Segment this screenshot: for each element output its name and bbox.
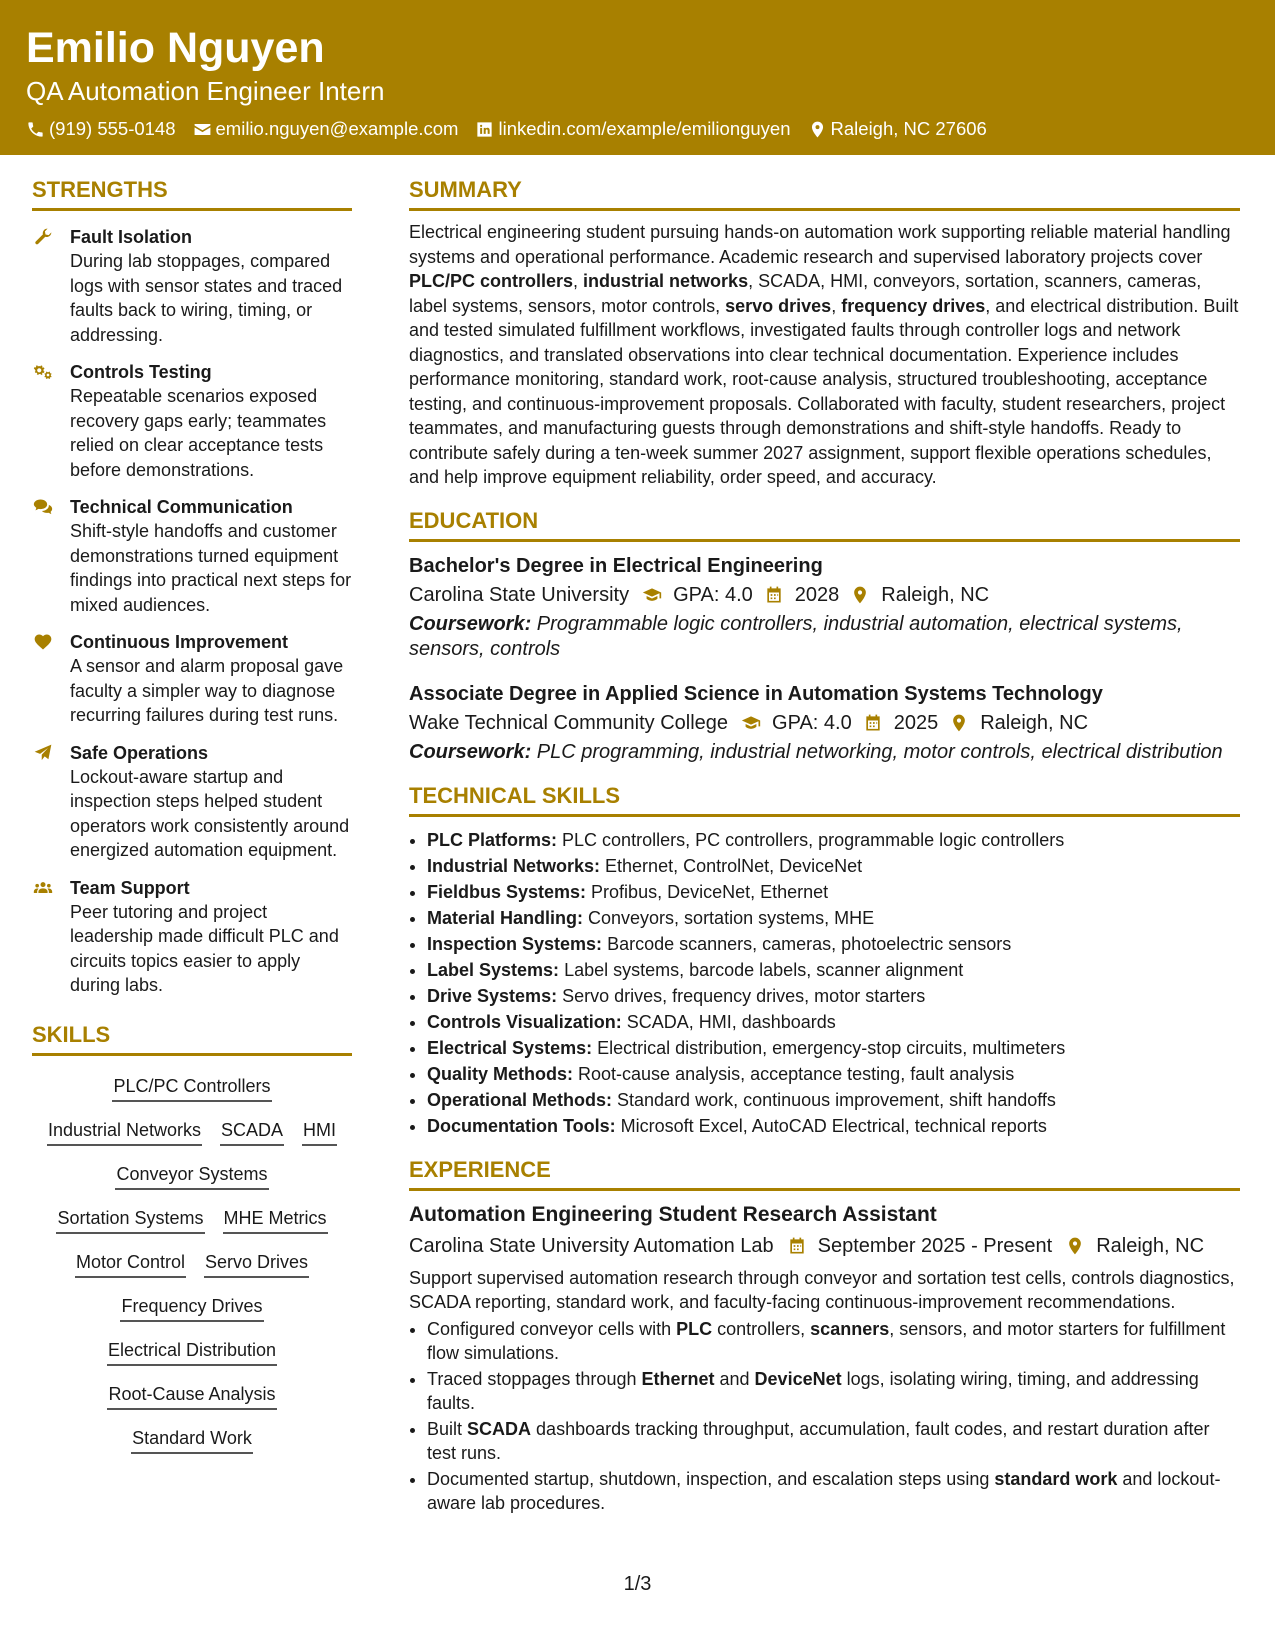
skill-tag: Conveyor Systems <box>115 1162 268 1190</box>
skill-values: Conveyors, sortation systems, MHE <box>583 907 875 928</box>
school-name: Carolina State University <box>409 583 630 606</box>
right-column <box>409 175 1240 1517</box>
skill-values: PLC controllers, PC controllers, programmable logic controllers <box>557 829 1065 850</box>
skill-tag: Electrical Distribution <box>107 1338 277 1366</box>
skills-cloud <box>32 1056 352 1460</box>
technical-skill-item <box>427 983 1240 1009</box>
strength-title: Team Support <box>70 877 190 898</box>
job-bullet: • Documented startup, shutdown, inspection, and escalation steps using standard work and lockout-aware lab procedures. <box>427 1467 1240 1516</box>
education-meta <box>409 708 1240 738</box>
skill-category: Operational Methods: <box>427 1089 613 1110</box>
calendar-icon <box>763 585 785 605</box>
technical-skill-item <box>427 957 1240 983</box>
skill-tag: PLC/PC Controllers <box>112 1074 271 1102</box>
job-bullets <box>409 1317 1240 1516</box>
skill-category: Inspection Systems: <box>427 933 603 954</box>
education-heading: EDUCATION <box>409 506 1240 542</box>
strength-desc: During lab stoppages, compared logs with sensor states and traced faults back to wiring, timing, or addressing. <box>70 251 343 345</box>
job-bullet: • Built SCADA dashboards tracking throughput, accumulation, fault codes, and restart duration after test runs. <box>427 1417 1240 1466</box>
skills-row <box>32 1152 352 1196</box>
technical-skill-item <box>427 931 1240 957</box>
phone-item <box>26 116 176 142</box>
gears-icon <box>32 362 54 382</box>
gpa-text: GPA: 4.0 <box>673 583 753 606</box>
skill-values: Microsoft Excel, AutoCAD Electrical, technical reports <box>615 1115 1047 1136</box>
technical-skill-item <box>427 1035 1240 1061</box>
skill-category: Label Systems: <box>427 959 560 980</box>
skill-tag: Root-Cause Analysis <box>107 1382 276 1410</box>
technical-skill-item <box>427 827 1240 853</box>
skill-tag: MHE Metrics <box>223 1206 328 1234</box>
skill-values: SCADA, HMI, dashboards <box>621 1011 836 1032</box>
contact-bar <box>26 116 1004 142</box>
job-meta <box>409 1230 1240 1262</box>
school-location: Raleigh, NC <box>881 583 990 606</box>
skill-tag: Motor Control <box>75 1250 186 1278</box>
strength-title: Technical Communication <box>70 497 293 517</box>
skill-values: Root-cause analysis, acceptance testing, fault analysis <box>573 1063 1015 1084</box>
strengths-heading: STRENGTHS <box>32 175 352 211</box>
skill-values: Ethernet, ControlNet, DeviceNet <box>600 855 863 876</box>
calendar-icon <box>862 713 884 733</box>
school-location: Raleigh, NC <box>980 711 1089 734</box>
technical-skill-item <box>427 905 1240 931</box>
envelope-icon <box>193 120 212 139</box>
location-item <box>808 116 987 142</box>
strength-desc: Lockout-aware startup and inspection steps helped student operators work consistently around energized automation equipment. <box>70 766 350 860</box>
coursework-text: Programmable logic controllers, industrial automation, electrical systems, sensors, controls <box>409 612 1183 660</box>
skill-category: Controls Visualization: <box>427 1011 622 1032</box>
skill-tag: SCADA <box>220 1118 284 1146</box>
phone-icon <box>26 120 45 139</box>
skills-row <box>32 1240 352 1284</box>
phone-text: (919) 555-0148 <box>49 118 176 139</box>
skill-category: Quality Methods: <box>427 1063 574 1084</box>
job-location: Raleigh, NC <box>1096 1234 1205 1257</box>
job-dates: September 2025 - Present <box>817 1234 1053 1257</box>
technical-skill-item <box>427 1009 1240 1035</box>
skill-values: Barcode scanners, cameras, photoelectric sensors <box>602 933 1012 954</box>
job-bullet: • Configured conveyor cells with PLC controllers, scanners, sensors, and motor starters for fulfillment flow simulations. <box>427 1317 1240 1366</box>
users-icon <box>32 878 54 898</box>
technical-skill-item <box>427 1061 1240 1087</box>
education-entry <box>409 680 1240 765</box>
skill-values: Label systems, barcode labels, scanner alignment <box>559 959 964 980</box>
technical-skill-item <box>427 879 1240 905</box>
education-entry <box>409 552 1240 662</box>
skill-category: Industrial Networks: <box>427 855 601 876</box>
strength-desc: Shift-style handoffs and customer demonstrations turned equipment findings into practical next steps for mixed audiences. <box>70 521 352 615</box>
skill-category: PLC Platforms: <box>427 829 558 850</box>
technical-skills-list <box>409 827 1240 1139</box>
skill-values: Servo drives, frequency drives, motor starters <box>557 985 926 1006</box>
strengths-list <box>32 225 352 998</box>
gpa-text: GPA: 4.0 <box>772 711 852 734</box>
skill-tag: Standard Work <box>131 1426 253 1454</box>
skill-tag: HMI <box>302 1118 337 1146</box>
strength-title: Controls Testing <box>70 362 212 382</box>
skills-row <box>32 1284 352 1328</box>
strength-item <box>32 630 352 728</box>
map-pin-icon <box>808 120 827 139</box>
job-bullet: • Traced stoppages through Ethernet and DeviceNet logs, isolating wiring, timing, and addressing faults. <box>427 1367 1240 1416</box>
skill-category: Fieldbus Systems: <box>427 881 587 902</box>
skill-tag: Industrial Networks <box>47 1118 202 1146</box>
left-column <box>32 175 352 1460</box>
paper-plane-icon <box>32 743 54 763</box>
experience-heading: EXPERIENCE <box>409 1155 1240 1191</box>
skill-tag: Frequency Drives <box>120 1294 263 1322</box>
location-text: Raleigh, NC 27606 <box>830 118 987 139</box>
coursework-label: Coursework: <box>409 612 532 635</box>
email-link[interactable]: emilio.nguyen@example.com <box>215 118 459 139</box>
job-title: Automation Engineering Student Research Assistant <box>409 1202 937 1226</box>
graduation-year: 2025 <box>893 711 939 734</box>
strength-desc: Peer tutoring and project leadership made difficult PLC and circuits topics easier to apply during labs. <box>70 901 339 995</box>
strength-item <box>32 495 352 617</box>
technical-skill-item <box>427 853 1240 879</box>
education-meta <box>409 580 1240 610</box>
technical-skills-heading: TECHNICAL SKILLS <box>409 781 1240 817</box>
linkedin-item[interactable] <box>475 116 790 142</box>
candidate-name: Emilio Nguyen <box>26 24 325 72</box>
summary-heading: SUMMARY <box>409 175 1240 211</box>
calendar-icon <box>786 1236 808 1256</box>
strength-title: Safe Operations <box>70 742 209 763</box>
strength-item <box>32 876 352 998</box>
strength-title: Continuous Improvement <box>70 632 289 652</box>
coursework <box>409 740 1240 765</box>
skills-row <box>32 1328 352 1372</box>
comments-icon <box>32 497 54 517</box>
graduation-cap-icon <box>641 585 663 605</box>
technical-skill-item <box>427 1087 1240 1113</box>
skill-category: Documentation Tools: <box>427 1115 616 1136</box>
linkedin-icon <box>475 120 494 139</box>
strength-item <box>32 360 352 482</box>
skills-row <box>32 1196 352 1240</box>
school-name: Wake Technical Community College <box>409 711 729 734</box>
skills-row <box>32 1064 352 1108</box>
heart-icon <box>32 632 54 652</box>
strength-desc: A sensor and alarm proposal gave faculty a simpler way to diagnose recurring failures during test runs. <box>70 656 344 725</box>
skill-category: Material Handling: <box>427 907 584 928</box>
summary-text: Electrical engineering student pursuing hands-on automation work supporting reliable material handling systems and operational performance. Academic research and supervised laboratory projects cover PLC/PC controllers, industrial networks, SCADA, HMI, conveyors, sortation, scanners, cameras, label systems, sensors, motor controls, servo drives, frequency drives, and electrical distribution. Built and tested simulated fulfillment workflows, investigated faults through controller logs and network diagnostics, and translated observations into clear technical documentation. Experience includes performance monitoring, standard work, root-cause analysis, structured troubleshooting, acceptance testing, and continuous-improvement proposals. Collaborated with faculty, student researchers, project teammates, and manufacturing guests through demonstrations and shift-style handoffs. Ready to contribute safely during a ten-week summer 2027 assignment, support flexible operations schedules, and help improve equipment reliability, order speed, and accuracy. <box>409 222 1239 487</box>
job-description: Support supervised automation research through conveyor and sortation test cells, controls diagnostics, SCADA reporting, standard work, and faculty-facing continuous-improvement recommendations. <box>409 1267 1235 1312</box>
strength-desc: Repeatable scenarios exposed recovery gaps early; teammates relied on clear acceptance tests before demonstrations. <box>70 386 327 480</box>
map-pin-icon <box>849 585 871 605</box>
coursework-text: PLC programming, industrial networking, motor controls, electrical distribution <box>531 740 1223 763</box>
technical-skill-item <box>427 1113 1240 1139</box>
email-item[interactable] <box>193 116 459 142</box>
map-pin-icon <box>1064 1236 1086 1256</box>
skills-heading: SKILLS <box>32 1020 352 1056</box>
graduation-cap-icon <box>740 713 762 733</box>
skill-category: Drive Systems: <box>427 985 558 1006</box>
skills-row <box>32 1108 352 1152</box>
wrench-icon <box>32 227 54 247</box>
strength-item <box>32 225 352 347</box>
skill-values: Profibus, DeviceNet, Ethernet <box>586 881 829 902</box>
coursework-label: Coursework: <box>409 740 532 763</box>
candidate-role: QA Automation Engineer Intern <box>26 76 385 106</box>
map-pin-icon <box>948 713 970 733</box>
skills-row <box>32 1416 352 1460</box>
linkedin-link[interactable]: linkedin.com/example/emilionguyen <box>498 118 791 139</box>
degree-title: Bachelor's Degree in Electrical Engineering <box>409 554 823 577</box>
page-number: 1/3 <box>623 1573 652 1595</box>
skills-row <box>32 1372 352 1416</box>
strength-title: Fault Isolation <box>70 227 193 247</box>
skill-tag: Servo Drives <box>204 1250 309 1278</box>
graduation-year: 2028 <box>794 583 840 606</box>
skill-category: Electrical Systems: <box>427 1037 593 1058</box>
skill-values: Electrical distribution, emergency-stop circuits, multimeters <box>592 1037 1066 1058</box>
coursework <box>409 612 1240 662</box>
skill-tag: Sortation Systems <box>56 1206 204 1234</box>
employer-name: Carolina State University Automation Lab <box>409 1234 774 1257</box>
resume-header <box>0 0 1275 155</box>
degree-title: Associate Degree in Applied Science in Automation Systems Technology <box>409 682 1103 705</box>
skill-values: Standard work, continuous improvement, shift handoffs <box>612 1089 1056 1110</box>
strength-item <box>32 741 352 863</box>
